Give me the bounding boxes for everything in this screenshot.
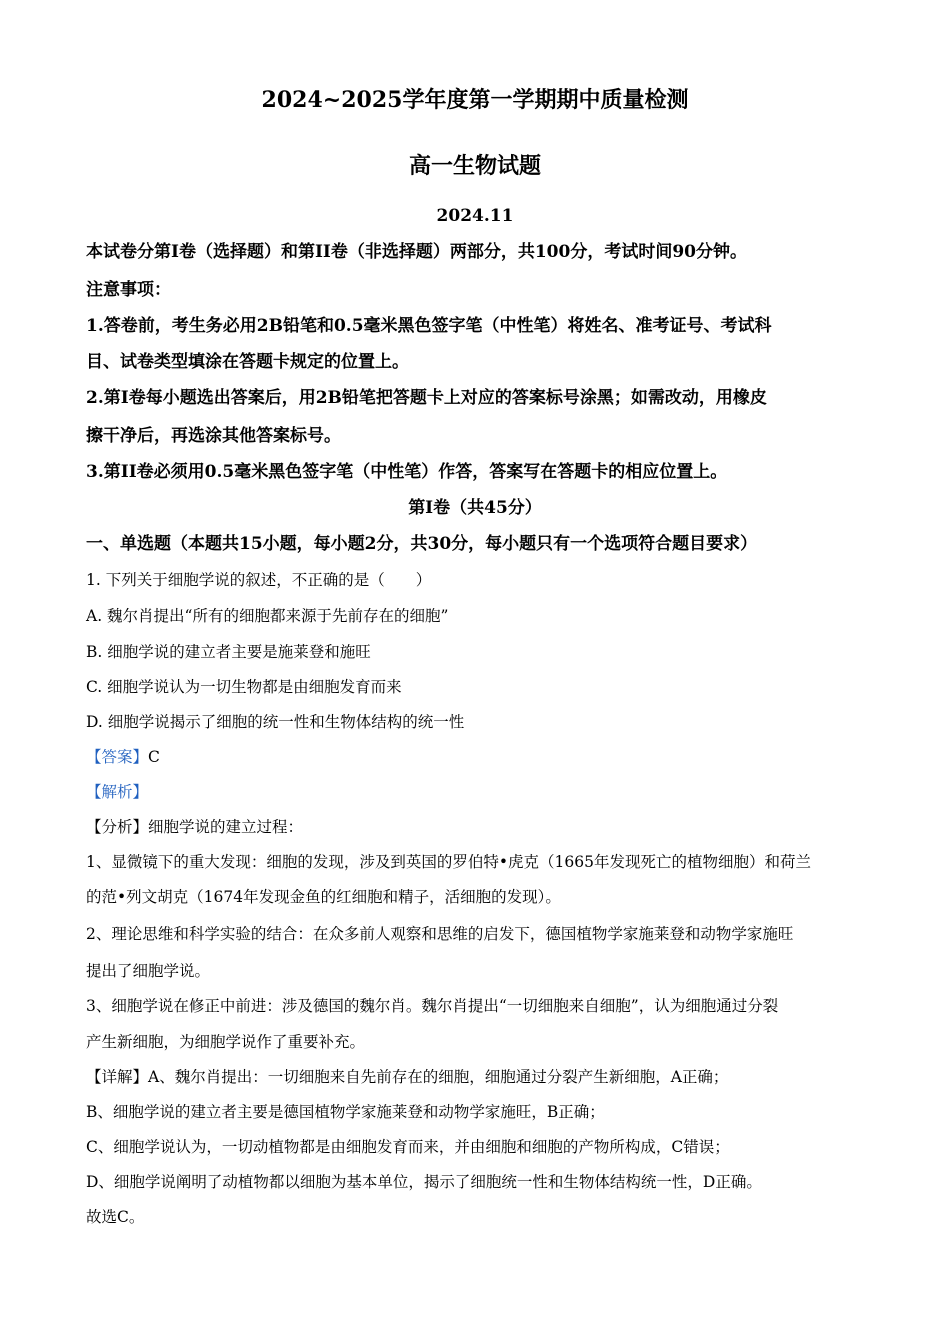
part-heading: 一、单选题（本题共15小题，每小题2分，共30分，每小题只有一个选项符合题目要求）: [86, 534, 758, 554]
exam-intro: 本试卷分第I卷（选择题）和第II卷（非选择题）两部分，共100分，考试时间90分钟。: [86, 242, 747, 262]
fenxi-row: [86, 817, 303, 837]
detail-d: D、细胞学说阐明了动植物都以细胞为基本单位，揭示了细胞统一性和生物体结构统一性，D正确。: [86, 1173, 762, 1191]
detail-c: C、细胞学说认为，一切动植物都是由细胞发育而来，并由细胞和细胞的产物所构成，C错误；: [86, 1138, 730, 1156]
fenxi-text: 细胞学说的建立过程：: [148, 818, 304, 836]
analysis-point-2-line-2: 提出了细胞学说。: [86, 962, 211, 980]
question-1-stem: 1. 下列关于细胞学说的叙述，不正确的是（ ）: [86, 571, 432, 589]
analysis-point-2-line-1: 2、理论思维和科学实验的结合：在众多前人观察和思维的启发下，德国植物学家施莱登和动物学家施旺: [86, 925, 794, 943]
analysis-point-1-line-1: 1、显微镜下的重大发现：细胞的发现，涉及到英国的罗伯特•虎克（1665年发现死亡的植物细胞）和荷兰: [86, 853, 811, 871]
detail-b: B、细胞学说的建立者主要是德国植物学家施莱登和动物学家施旺，B正确；: [86, 1103, 605, 1121]
question-1-option-d: D. 细胞学说揭示了细胞的统一性和生物体结构的统一性: [86, 713, 465, 731]
exam-subtitle: 高一生物试题: [408, 153, 541, 179]
exam-date: 2024.11: [436, 206, 514, 226]
analysis-row: [86, 782, 148, 802]
notice-heading: 注意事项：: [86, 280, 171, 300]
analysis-point-1-line-2: 的范•列文胡克（1674年发现金鱼的红细胞和精子，活细胞的发现）。: [86, 888, 561, 906]
fenxi-tag: 【分析】: [86, 818, 149, 836]
question-1-option-b: B. 细胞学说的建立者主要是施莱登和施旺: [86, 643, 371, 661]
answer-row: [86, 747, 160, 767]
conclusion: 故选C。: [86, 1208, 145, 1226]
exam-title: 2024~2025学年度第一学期期中质量检测: [261, 87, 689, 113]
question-1-option-c: C. 细胞学说认为一切生物都是由细胞发育而来: [86, 678, 402, 696]
analysis-point-3-line-2: 产生新细胞，为细胞学说作了重要补充。: [86, 1033, 366, 1051]
question-1-option-a: A. 魏尔肖提出“所有的细胞都来源于先前存在的细胞”: [86, 607, 449, 625]
detail-row: [86, 1067, 728, 1087]
detail-tag: 【详解】: [86, 1068, 149, 1086]
notice-item-2-line-1: 2.第I卷每小题选出答案后，用2B铅笔把答题卡上对应的答案标号涂黑；如需改动，用橡皮: [86, 388, 767, 408]
notice-item-3: 3.第II卷必须用0.5毫米黑色签字笔（中性笔）作答，答案写在答题卡的相应位置上。: [86, 462, 728, 482]
analysis-point-3-line-1: 3、细胞学说在修正中前进：涉及德国的魏尔肖。魏尔肖提出“一切细胞来自细胞”，认为细胞通过分裂: [86, 997, 779, 1015]
answer-tag: 【答案】: [86, 748, 149, 766]
notice-item-1-line-2: 目、试卷类型填涂在答题卡规定的位置上。: [86, 352, 409, 372]
analysis-tag: 【解析】: [86, 783, 149, 801]
answer-value: C: [148, 748, 160, 766]
notice-item-1-line-1: 1.答卷前，考生务必用2B铅笔和0.5毫米黑色签字笔（中性笔）将姓名、准考证号、考试科: [86, 316, 772, 336]
section-heading: 第I卷（共45分）: [408, 498, 542, 518]
notice-item-2-line-2: 擦干净后，再选涂其他答案标号。: [86, 426, 341, 446]
detail-a: A、魏尔肖提出：一切细胞来自先前存在的细胞，细胞通过分裂产生新细胞，A正确；: [148, 1068, 729, 1086]
